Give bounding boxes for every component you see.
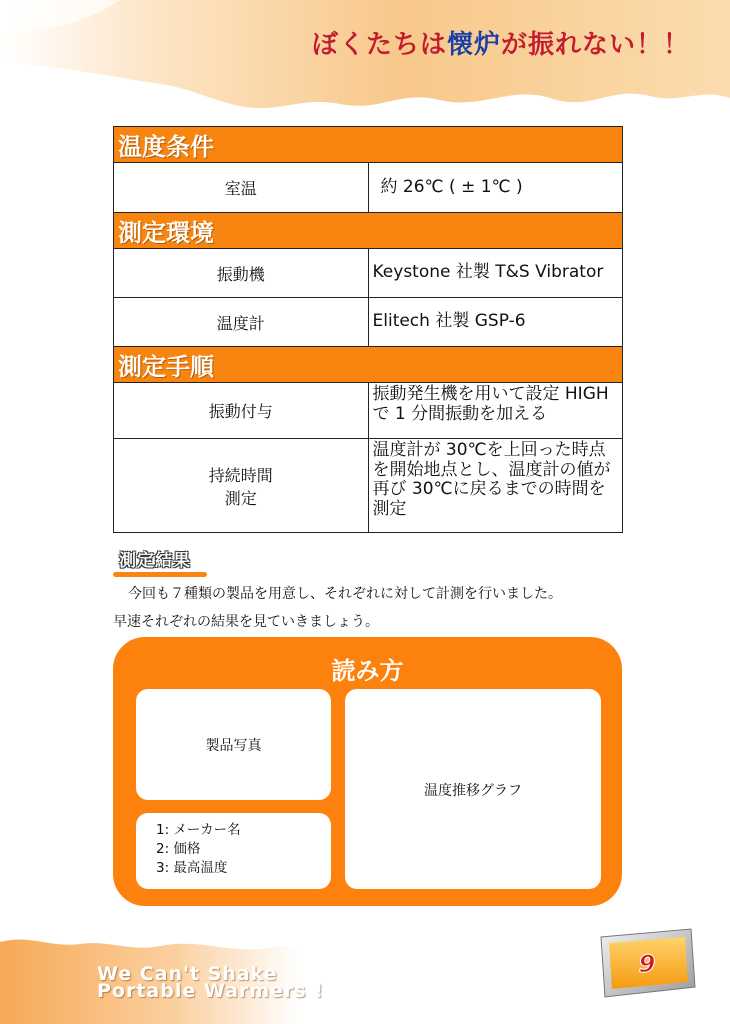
title-accent: 懐炉 [446, 30, 501, 60]
section-environment-header: 測定環境 [114, 213, 623, 249]
list-item: 3: 最高温度 [156, 860, 228, 876]
how-to-read-title: 読み方 [331, 657, 404, 685]
room-temp-label: 室温 [114, 163, 369, 213]
section-row [114, 127, 623, 163]
room-temp-value: 約 26℃ ( ± 1℃ ) [368, 163, 623, 213]
table-row [114, 298, 623, 347]
product-info-panel [136, 813, 331, 889]
thermometer-label: 温度計 [114, 298, 369, 347]
duration-value: 温度計が 30℃を上回った時点を開始地点とし、温度計の値が再び 30℃に戻るまでの時間を測定 [368, 439, 623, 533]
duration-label [114, 439, 369, 533]
footer-slogan [97, 963, 324, 1002]
how-to-read-box [113, 637, 622, 906]
duration-label-line-1: 持続時間 [208, 465, 273, 485]
list-item: 1: メーカー名 [156, 822, 241, 838]
table-row [114, 163, 623, 213]
header-wave-background [0, 0, 730, 125]
results-heading: 測定結果 [113, 544, 197, 573]
conditions-table [113, 126, 623, 533]
results-paragraph-2: 早速それぞれの結果を見ていきましょう。 [113, 614, 379, 630]
section-procedure-header: 測定手順 [114, 347, 623, 383]
vibrator-value: Keystone 社製 T&S Vibrator [368, 249, 623, 298]
title-suffix: が振れない！！ [500, 30, 690, 60]
title-prefix: ぼくたちは [311, 30, 447, 60]
table-row [114, 439, 623, 533]
vibration-value: 振動発生機を用いて設定 HIGH で 1 分間振動を加える [368, 383, 623, 439]
temperature-graph-panel [345, 689, 601, 889]
section-row [114, 347, 623, 383]
list-item: 2: 価格 [156, 841, 201, 857]
product-info-list [156, 821, 241, 878]
section-temperature-header: 温度条件 [114, 127, 623, 163]
table-row [114, 383, 623, 439]
page-title [312, 24, 690, 61]
results-paragraph-1: 今回も７種類の製品を用意し、それぞれに対して計測を行いました。 [128, 586, 562, 602]
duration-label-line-2: 測定 [224, 488, 257, 508]
page-number-badge [595, 927, 697, 999]
product-photo-label: 製品写真 [205, 738, 262, 754]
thermometer-value: Elitech 社製 GSP-6 [368, 298, 623, 347]
temperature-graph-label: 温度推移グラフ [424, 783, 522, 799]
table-row [114, 249, 623, 298]
page-number: 9 [638, 950, 656, 978]
section-row [114, 213, 623, 249]
footer-slogan-line-2: Portable Warmers ! [97, 980, 324, 1002]
vibration-label: 振動付与 [114, 383, 369, 439]
product-photo-panel [136, 689, 331, 800]
footer-slogan-line-1: We Can't Shake [97, 963, 278, 985]
vibrator-label: 振動機 [114, 249, 369, 298]
